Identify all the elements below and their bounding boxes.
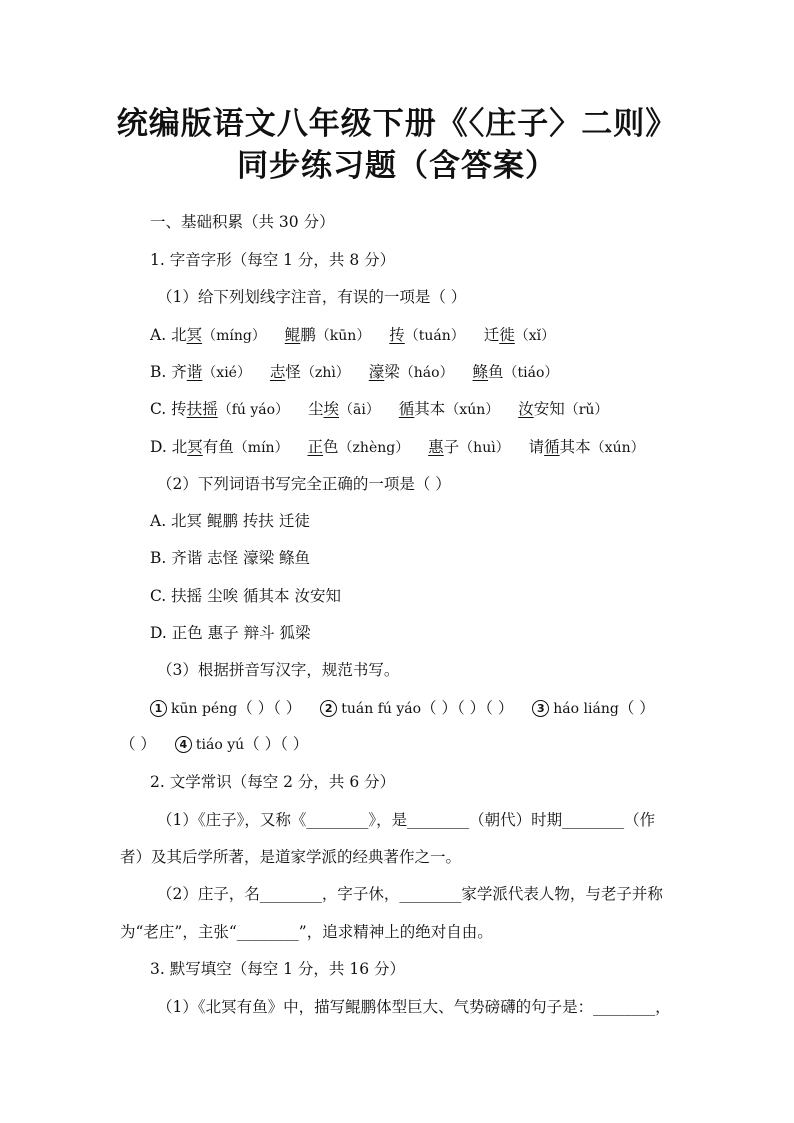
question-1-sub-2: （2）下列词语书写完全正确的一项是（ ） — [157, 475, 451, 493]
question-2-heading: 2. 文学常识（每空 2 分，共 6 分） — [150, 773, 396, 791]
option-item: 濠梁（háo） — [368, 363, 454, 381]
option-item: 正色（zhèng） — [307, 438, 410, 456]
pinyin-text: kūn péng — [171, 701, 238, 717]
option-b-row — [150, 362, 558, 383]
option-item: 循其本（xún） — [398, 400, 500, 418]
option-label: A. — [150, 326, 167, 344]
option-item: 北冥（míng） — [171, 326, 266, 344]
pinyin-text: tiáo yú — [195, 737, 245, 753]
option-item: 迁徙（xǐ） — [483, 326, 556, 344]
question-3-heading: 3. 默写填空（每空 1 分，共 16 分） — [150, 960, 406, 978]
option-c-row — [150, 399, 608, 420]
pinyin-text: tuán fú yáo — [341, 701, 422, 717]
choice-c: C. 扶摇 尘唉 循其本 汝安知 — [150, 587, 341, 605]
pinyin-row-1 — [150, 698, 655, 719]
answer-blanks: （ ）（ ） — [237, 699, 302, 717]
option-a-row — [150, 325, 555, 346]
option-item: 尘埃（āi） — [307, 400, 380, 418]
option-d-row — [150, 437, 645, 458]
option-item: 志怪（zhì） — [269, 363, 350, 381]
answer-blanks: （ ） — [618, 699, 655, 717]
option-label: D. — [150, 438, 167, 456]
answer-blanks: （ ）（ ）（ ） — [421, 699, 514, 717]
circled-number: 1 — [150, 700, 167, 717]
pinyin-row-2 — [120, 734, 308, 755]
question-2-line-2: 者）及其后学所著，是道家学派的经典著作之一。 — [120, 848, 462, 866]
option-item: 汝安知（rǔ） — [518, 400, 609, 418]
question-3-line-1: （1）《北冥有鱼》中，描写鲲鹏体型巨大、气势磅礴的句子是：________， — [157, 998, 671, 1016]
option-item: 惠子（huì） — [428, 438, 510, 456]
circled-number: 2 — [320, 700, 337, 717]
answer-blanks: （ ） — [120, 735, 156, 753]
document-title-line-2: 同步练习题（含答案） — [237, 148, 557, 184]
answer-blanks: （ ）（ ） — [244, 735, 309, 753]
option-label: B. — [150, 363, 167, 381]
question-2-line-3: （2）庄子，名________，字子休，________家学派代表人物，与老子并称 — [157, 885, 663, 903]
choice-b: B. 齐谐 志怪 濠梁 鲦鱼 — [150, 549, 311, 567]
question-2-line-1: （1）《庄子》，又称《________》，是________（朝代）时期________（作 — [157, 811, 656, 829]
question-1-sub-3: （3）根据拼音写汉字，规范书写。 — [157, 661, 400, 679]
question-2-line-4: 为“老庄”，主张“________”，追求精神上的绝对自由。 — [120, 923, 493, 941]
option-item: 鲲鹏（kūn） — [284, 326, 371, 344]
option-item: 抟扶摇（fú yáo） — [171, 400, 290, 418]
option-item: 齐谐（xié） — [171, 363, 251, 381]
section-heading: 一、基础积累（共 30 分） — [150, 213, 335, 231]
option-item: 北冥有鱼（mín） — [171, 438, 289, 456]
question-1-heading: 1. 字音字形（每空 1 分，共 8 分） — [150, 251, 396, 269]
pinyin-text: háo liáng — [553, 701, 619, 717]
option-item: 请循其本（xún） — [528, 438, 645, 456]
question-1-sub-1: （1）给下列划线字注音，有误的一项是（ ） — [157, 288, 467, 306]
circled-number: 3 — [532, 700, 549, 717]
document-title-line-1: 统编版语文八年级下册《〈庄子〉二则》 — [116, 106, 678, 142]
circled-number: 4 — [175, 736, 192, 753]
option-item: 抟（tuán） — [389, 326, 465, 344]
choice-d: D. 正色 惠子 辩斗 狐梁 — [150, 624, 311, 642]
option-label: C. — [150, 400, 167, 418]
choice-a: A. 北冥 鲲鹏 抟扶 迁徒 — [150, 512, 310, 530]
option-item: 鲦鱼（tiáo） — [472, 363, 559, 381]
